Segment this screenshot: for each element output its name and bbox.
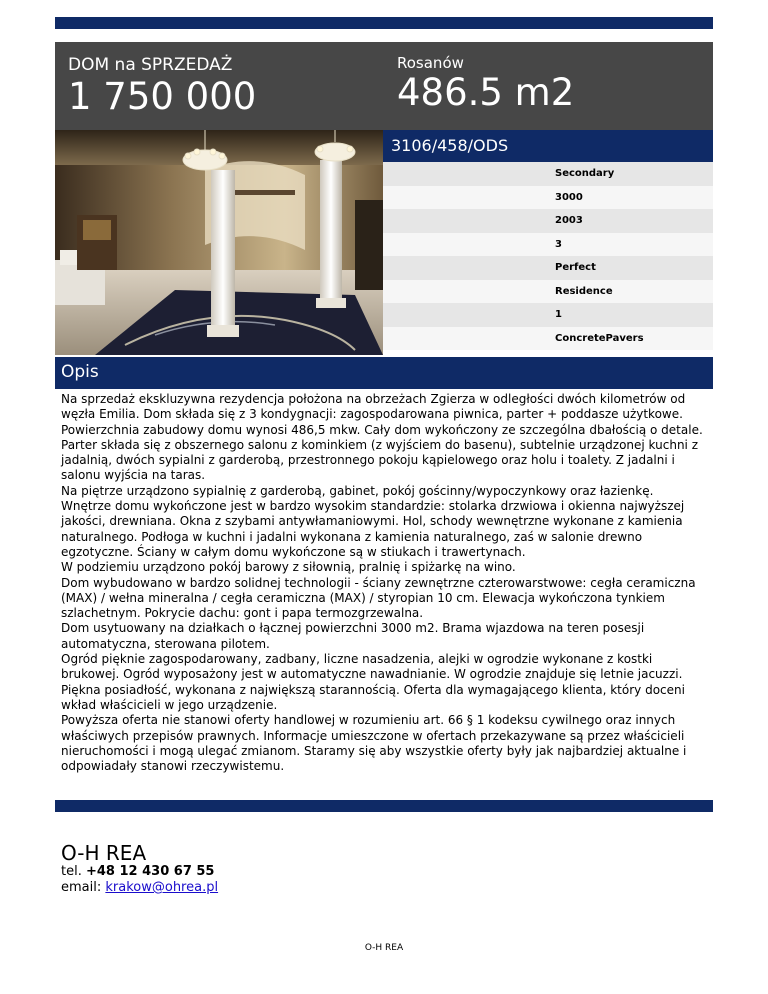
property-photo <box>55 130 383 355</box>
description-text <box>61 392 711 774</box>
top-divider-bar <box>55 17 713 29</box>
details-panel <box>383 130 713 350</box>
description-paragraph: Na piętrze urządzono sypialnię z garderobą, gabinet, pokój gościnny/wypoczynkowy oraz łazienkę. <box>61 483 654 498</box>
description-heading: Opis <box>55 357 713 389</box>
bottom-divider-bar <box>55 800 713 812</box>
phone-line <box>61 864 214 879</box>
listing-reference: 3106/458/ODS <box>383 130 713 162</box>
detail-row: Secondary <box>383 162 713 186</box>
detail-row: Perfect <box>383 256 713 280</box>
description-paragraph: Na sprzedaż ekskluzywna rezydencja położona na obrzeżach Zgierza w odległości dwóch kilometrów od węzła Emilia. Dom składa się z 3 kondygnacji: zagospodarowana piwnica, parter + poddasze użytkowe. Powierzchnia zabudowy domu wynosi 486,5 mkw. Cały dom wykończony ze szczególna dbałością o detale. <box>61 392 703 437</box>
listing-location: Rosanów <box>397 54 464 72</box>
detail-row: 3000 <box>383 186 713 210</box>
detail-row: 2003 <box>383 209 713 233</box>
phone-label: tel. <box>61 864 82 879</box>
email-line <box>61 880 218 895</box>
description-paragraph: Dom wybudowano w bardzo solidnej technologii - ściany zewnętrzne czterowarstwowe: cegła ceramiczna (MAX) / wełna mineralna / cegła ceramiczna (MAX) / styropian 10 cm. Elewacja wykończona tynkiem szlachetnym. Pokrycie dachu: gont i papa termozgrzewalna. <box>61 575 696 621</box>
description-paragraph: Parter składa się z obszernego salonu z kominkiem (z wyjściem do basenu), subtelnie urządzonej kuchni z jadalnią, dwóch sypialni z garderobą, przestronnego pokoju kąpielowego oraz holu i toalety. Z jadalni i salonu wyjścia na taras. <box>61 437 699 483</box>
listing-header <box>55 42 713 130</box>
agency-name: O-H REA <box>61 841 147 865</box>
listing-area: 486.5 m2 <box>397 71 575 114</box>
listing-price: 1 750 000 <box>68 75 257 118</box>
description-paragraph: Dom usytuowany na działkach o łącznej powierzchni 3000 m2. Brama wjazdowa na teren posesji automatyczna, sterowana pilotem. <box>61 621 645 651</box>
phone-number: +48 12 430 67 55 <box>85 864 215 879</box>
description-paragraph: Piękna posiadłość, wykonana z największą starannością. Oferta dla wymagającego klienta, który doceni wkład właścicieli w jego urządzenie. <box>61 682 685 712</box>
description-paragraph: Powyższa oferta nie stanowi oferty handlowej w rozumieniu art. 66 § 1 kodeksu cywilnego oraz innych właściwych przepisów prawnych. Informacje umieszczone w ofertach przekazywane są przez właścicieli nieruchomości i mogą ulegać zmianom. Staramy się aby wszystkie oferty były jak najbardziej aktualne i odpowiadały stanowi rzeczywistemu. <box>61 713 687 774</box>
description-paragraph: W podziemiu urządzono pokój barowy z siłownią, pralnię i spiżarkę na wino. <box>61 560 516 575</box>
detail-row: 1 <box>383 303 713 327</box>
detail-row: Residence <box>383 280 713 304</box>
detail-row: ConcretePavers <box>383 327 713 351</box>
email-label: email: <box>61 880 102 895</box>
listing-type: DOM na SPRZEDAŻ <box>68 55 233 75</box>
description-paragraph: Ogród pięknie zagospodarowany, zadbany, liczne nasadzenia, alejki w ogrodzie wykonane z kostki brukowej. Ogród wyposażony jest w automatyczne nawadnianie. W ogrodzie znajduje się letnie jacuzzi. <box>61 652 683 682</box>
page-footer: O-H REA <box>364 943 404 953</box>
detail-row: 3 <box>383 233 713 257</box>
description-paragraph: Wnętrze domu wykończone jest w bardzo wysokim standardzie: stolarka drzwiowa i okienna najwyższej jakości, drewniana. Okna z szybami antywłamaniowymi. Hol, schody wewnętrzne wykonane z kamienia naturalnego. Podłoga w kuchni i jadalni wykonana z kamienia naturalnego, zaś w salonie drewno egzotyczne. Ściany w całym domu wykończone są w stiukach i trawertynach. <box>61 499 685 559</box>
email-link[interactable]: krakow@ohrea.pl <box>105 880 219 895</box>
